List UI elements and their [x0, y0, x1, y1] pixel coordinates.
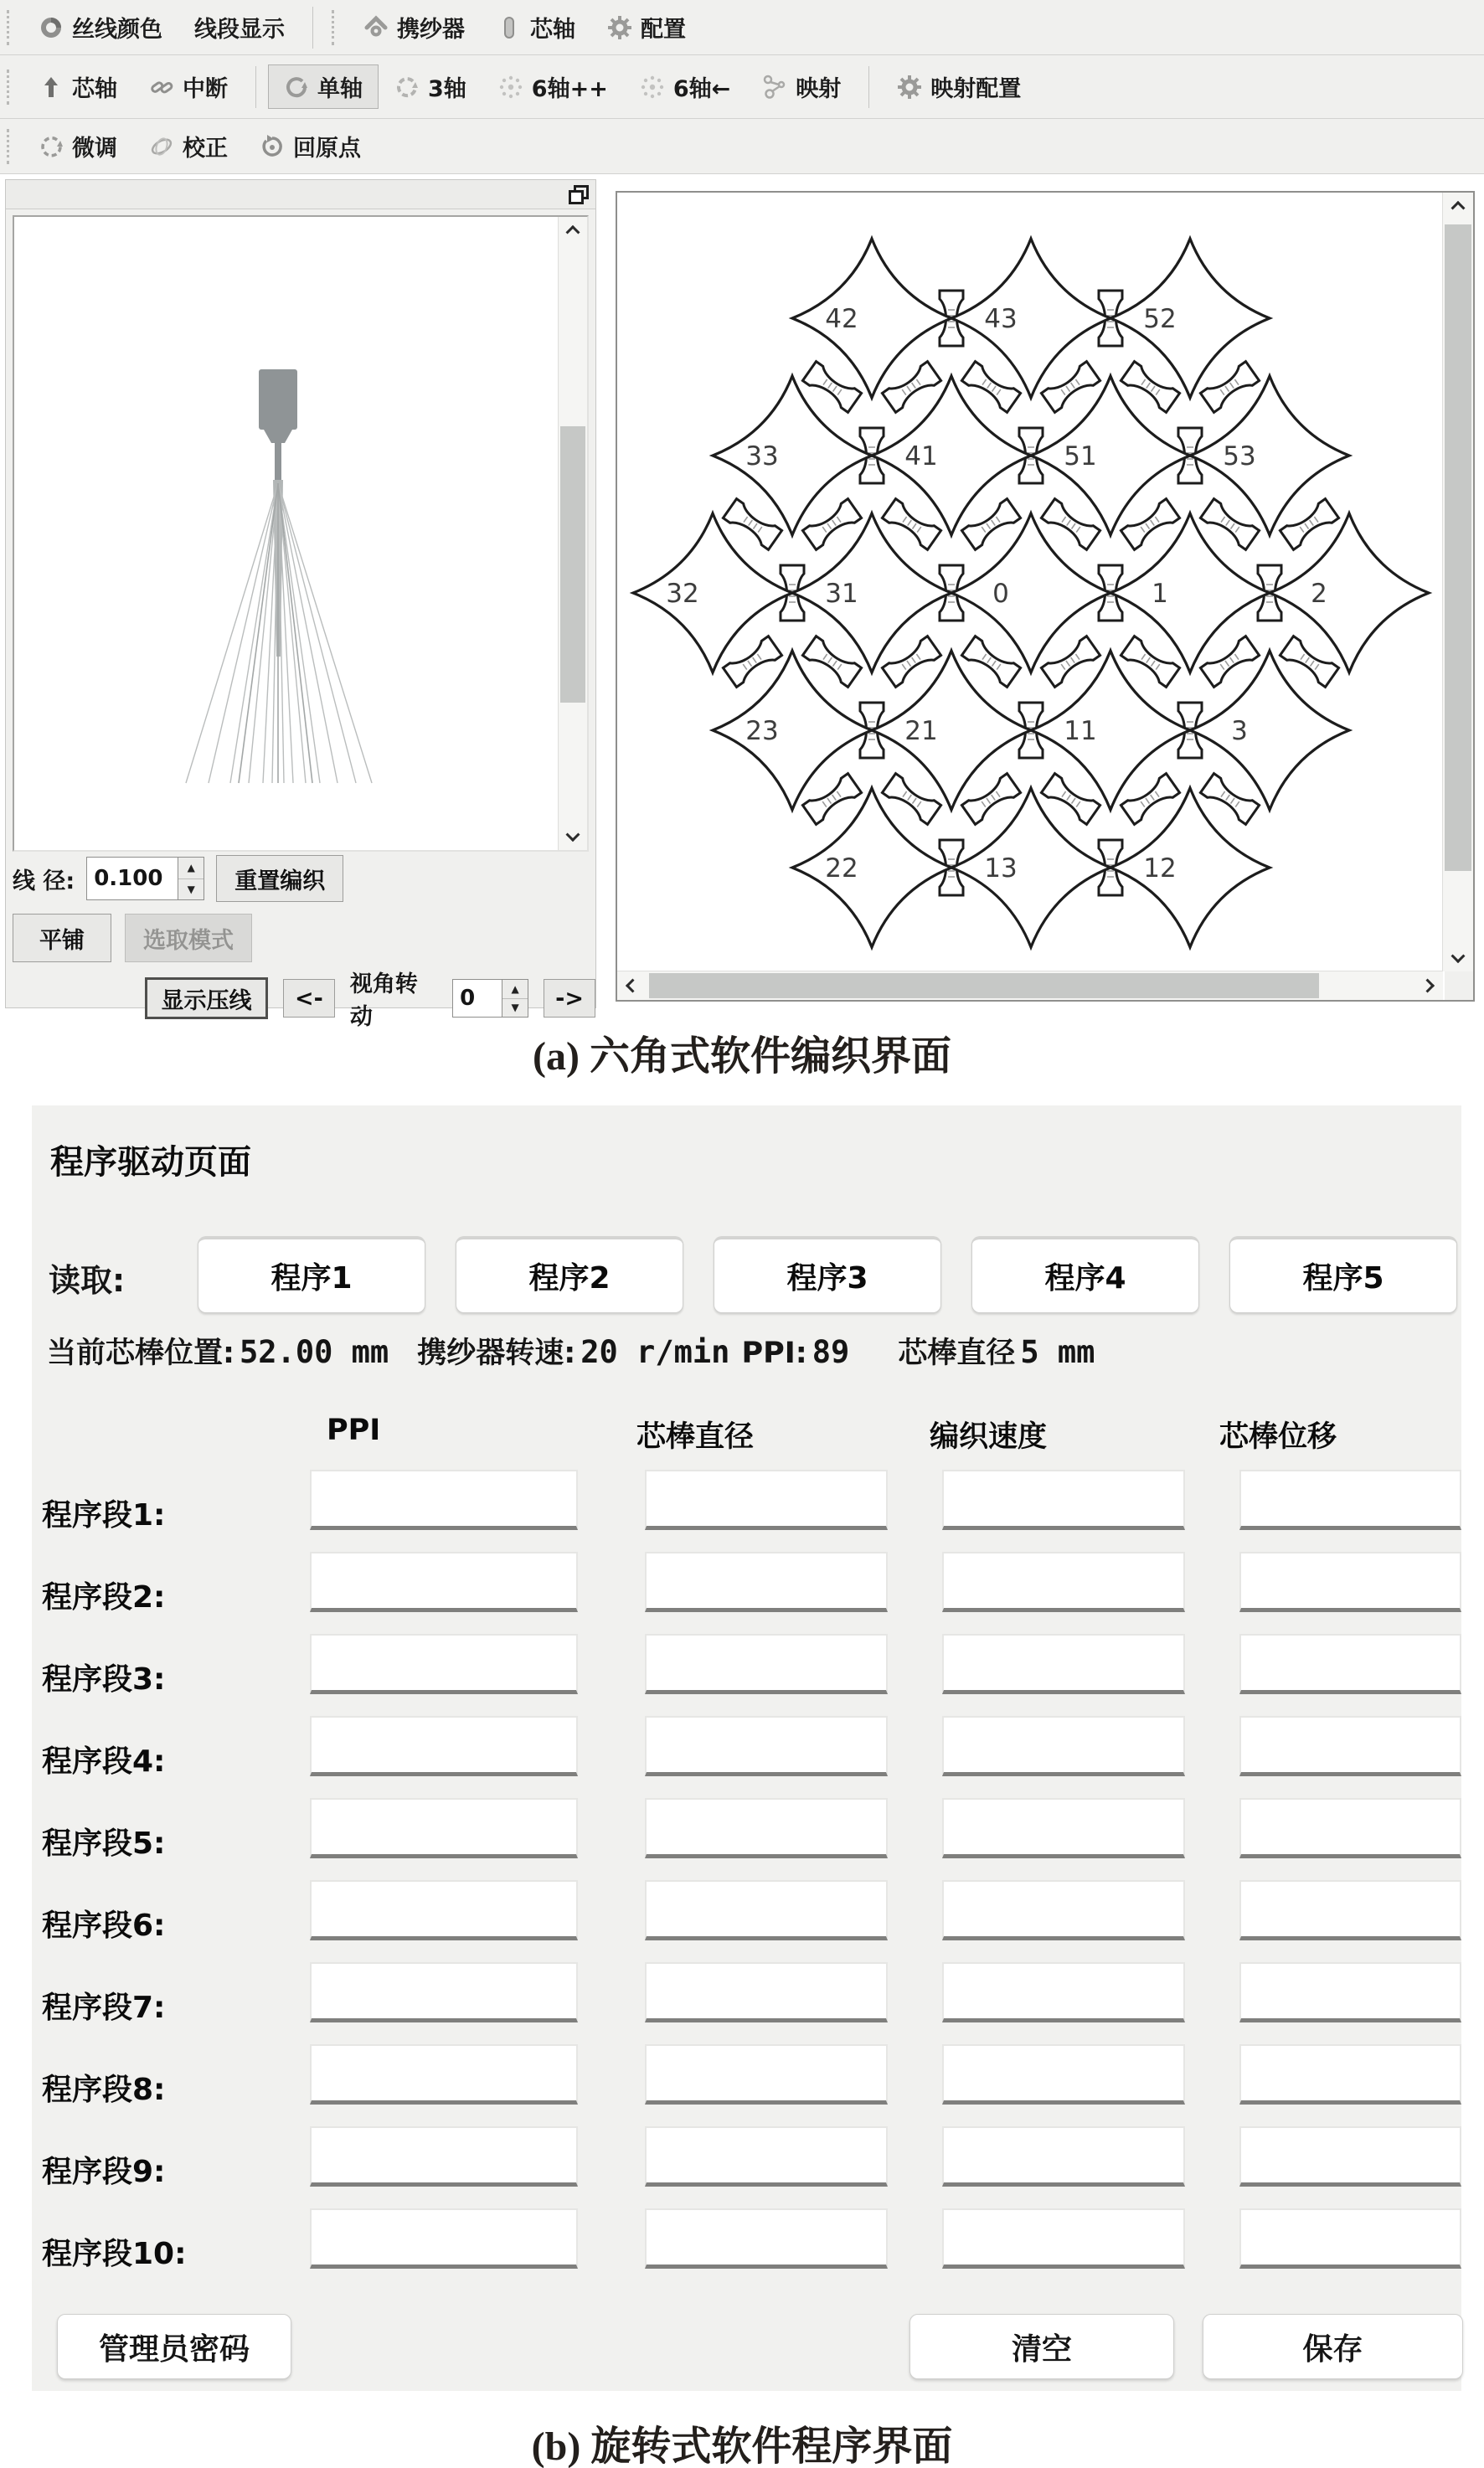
wire-diameter-stepper[interactable]	[86, 857, 204, 900]
single-axis-button[interactable]	[268, 64, 379, 109]
program-row-label: 程序段2:	[42, 1580, 166, 1615]
program-input-r6-c2[interactable]	[645, 1880, 888, 1940]
interrupt-button[interactable]	[133, 64, 244, 109]
interrupt-label: 中断	[183, 76, 228, 102]
view-rotate-row	[145, 966, 595, 1031]
carrier-button[interactable]	[348, 5, 481, 49]
gear-number: 21	[904, 716, 938, 746]
separator	[868, 66, 869, 108]
vertical-scrollbar[interactable]	[1442, 193, 1473, 971]
program-row-label: 程序段9:	[42, 2155, 166, 2189]
status-label: PPI:	[741, 1337, 807, 1370]
mapping-label: 映射	[796, 76, 842, 102]
carrier-bobbin[interactable]	[1200, 636, 1259, 688]
dot-ring-icon	[498, 75, 523, 100]
mandrel-label: 芯轴	[530, 17, 575, 43]
program-button-5[interactable]: 程序5	[1229, 1236, 1457, 1313]
status-value: 89	[812, 1334, 850, 1370]
carrier-bobbin[interactable]	[802, 774, 861, 825]
program-input-r10-c1[interactable]	[310, 2208, 578, 2269]
scrollbar-corner	[1445, 971, 1473, 1000]
scroll-up-button[interactable]	[1443, 193, 1473, 221]
status-label: 携纱器转速:	[417, 1337, 576, 1370]
status-item	[417, 1330, 729, 1372]
toolbar-grip[interactable]	[7, 10, 14, 45]
carrier-bobbin[interactable]	[802, 636, 861, 688]
program-row-1	[32, 1470, 1461, 1552]
program-input-r4-c1[interactable]	[310, 1716, 578, 1776]
program-input-r7-c3[interactable]	[942, 1962, 1185, 2022]
clear-button[interactable]: 清空	[909, 2314, 1174, 2379]
gear-number: 1	[1152, 579, 1168, 609]
hex-machine-panel	[616, 191, 1475, 1002]
program-input-r4-c3[interactable]	[942, 1716, 1185, 1776]
hex-gear-diagram[interactable]	[617, 193, 1445, 971]
rotate-cw-icon	[284, 75, 309, 100]
rotate-left-button[interactable]: <-	[283, 979, 335, 1018]
program-input-r9-c4[interactable]	[1239, 2126, 1461, 2187]
separator	[312, 7, 313, 49]
home-origin-button[interactable]	[244, 124, 377, 168]
view-rotate-stepper[interactable]	[452, 979, 528, 1018]
carrier-bobbin[interactable]	[961, 362, 1020, 413]
three-axis-label: 3轴	[428, 76, 466, 102]
program-input-r2-c4[interactable]	[1239, 1552, 1461, 1612]
dot-ring-icon	[640, 75, 665, 100]
six-axis-left-button[interactable]	[624, 64, 746, 109]
program-input-r1-c4[interactable]	[1239, 1470, 1461, 1530]
braid-threads-drawing	[14, 217, 560, 850]
carrier-bobbin[interactable]	[1280, 499, 1338, 550]
toolbar-row-3	[0, 119, 1484, 174]
status-row	[47, 1330, 1095, 1372]
status-label: 芯棒直径	[898, 1337, 1016, 1370]
program-input-r9-c3[interactable]	[942, 2126, 1185, 2187]
gear-number: 51	[1064, 441, 1097, 471]
program-row-label: 程序段3:	[42, 1662, 166, 1697]
column-header-mandrel-displacement: 芯棒位移	[1219, 1420, 1337, 1454]
program-row-3	[32, 1634, 1461, 1716]
program-row-label: 程序段10:	[42, 2237, 187, 2271]
program-input-r5-c4[interactable]	[1239, 1798, 1461, 1858]
gear-number: 42	[825, 304, 858, 334]
config-button[interactable]	[591, 5, 702, 49]
six-axis-left-label: 6轴←	[672, 76, 731, 102]
status-label: 当前芯棒位置:	[47, 1337, 234, 1370]
panel-title-bar	[6, 180, 595, 209]
mapping-button[interactable]	[746, 64, 857, 109]
home-origin-label: 回原点	[293, 136, 361, 162]
mandrel-button[interactable]	[481, 5, 591, 49]
admin-password-button[interactable]: 管理员密码	[57, 2314, 291, 2379]
fine-tune-label: 微调	[72, 136, 117, 162]
program-row-label: 程序段6:	[42, 1909, 166, 1943]
up-arrow-icon	[39, 75, 64, 100]
program-button-2[interactable]: 程序2	[456, 1236, 683, 1313]
show-press-line-button[interactable]: 显示压线	[145, 977, 268, 1019]
gear-number: 41	[904, 441, 938, 471]
program-input-r9-c2[interactable]	[645, 2126, 888, 2187]
program-row-4	[32, 1716, 1461, 1798]
gear-number: 2	[1311, 579, 1327, 609]
select-mode-button[interactable]: 选取模式	[125, 914, 252, 962]
program-input-r5-c1[interactable]	[310, 1798, 578, 1858]
carrier-bobbin[interactable]	[1200, 499, 1259, 550]
gear-number: 12	[1143, 853, 1177, 884]
carrier-bobbin[interactable]	[961, 499, 1020, 550]
program-input-r7-c2[interactable]	[645, 1962, 888, 2022]
program-row-7	[32, 1962, 1461, 2044]
gear-number: 52	[1143, 304, 1177, 334]
program-input-r2-c3[interactable]	[942, 1552, 1185, 1612]
program-input-r3-c3[interactable]	[942, 1634, 1185, 1694]
save-button[interactable]: 保存	[1203, 2314, 1463, 2379]
carrier-bobbin[interactable]	[802, 499, 861, 550]
program-input-r4-c4[interactable]	[1239, 1716, 1461, 1776]
gear-number: 11	[1064, 716, 1097, 746]
vertical-scrollbar[interactable]	[558, 217, 587, 850]
toolbar-grip[interactable]	[7, 70, 14, 105]
program-input-r10-c2[interactable]	[645, 2208, 888, 2269]
six-axis-pp-label: 6轴++	[531, 76, 608, 102]
program-input-r8-c4[interactable]	[1239, 2044, 1461, 2105]
program-row-9	[32, 2126, 1461, 2208]
program-input-r9-c1[interactable]	[310, 2126, 578, 2187]
page-title: 程序驱动页面	[50, 1143, 251, 1182]
rotate-cw-icon	[394, 75, 420, 100]
six-axis-pp-button[interactable]	[482, 64, 624, 109]
program-input-r5-c2[interactable]	[645, 1798, 888, 1858]
carrier-bobbin[interactable]	[1041, 636, 1100, 688]
toolbar-row-1	[0, 0, 1484, 55]
status-value: 5 mm	[1020, 1334, 1095, 1370]
scroll-down-button[interactable]	[1443, 943, 1473, 971]
program-input-r7-c1[interactable]	[310, 1962, 578, 2022]
wire-diameter-label: 线 径:	[13, 868, 75, 894]
program-input-r1-c3[interactable]	[942, 1470, 1185, 1530]
wire-diameter-row	[13, 855, 343, 902]
program-input-r2-c2[interactable]	[645, 1552, 888, 1612]
status-item	[47, 1330, 389, 1372]
program-input-r8-c1[interactable]	[310, 2044, 578, 2105]
status-item	[741, 1334, 849, 1370]
carrier-bobbin[interactable]	[1200, 362, 1259, 413]
column-header-mandrel-diameter: 芯棒直径	[636, 1420, 755, 1454]
program-row-5	[32, 1798, 1461, 1880]
ring-icon	[39, 15, 64, 40]
silk-color-label: 丝线颜色	[72, 17, 162, 43]
program-input-r3-c2[interactable]	[645, 1634, 888, 1694]
spin-up-icon[interactable]: ▲	[178, 858, 204, 879]
program-input-r8-c3[interactable]	[942, 2044, 1185, 2105]
carrier-bobbin[interactable]	[882, 362, 940, 413]
program-row-label: 程序段8:	[42, 2073, 166, 2107]
program-input-r2-c1[interactable]	[310, 1552, 578, 1612]
toolbar-row-2	[0, 55, 1484, 119]
segment-display-label: 线段显示	[194, 17, 285, 43]
mapping-config-label: 映射配置	[930, 76, 1022, 102]
braid-view-panel	[5, 179, 596, 1030]
return-origin-icon	[260, 134, 285, 159]
program-row-label: 程序段5:	[42, 1827, 166, 1861]
program-row-6	[32, 1880, 1461, 1962]
program-row-8	[32, 2044, 1461, 2126]
program-input-r3-c4[interactable]	[1239, 1634, 1461, 1694]
carrier-bobbin[interactable]	[961, 774, 1020, 825]
program-input-r1-c1[interactable]	[310, 1470, 578, 1530]
carrier-bobbin[interactable]	[1121, 362, 1179, 413]
program-row-10	[32, 2208, 1461, 2290]
carrier-bobbin[interactable]	[1121, 774, 1179, 825]
program-row-label: 程序段1:	[42, 1498, 166, 1533]
gear-number: 32	[666, 579, 699, 609]
carrier-bobbin[interactable]	[1280, 636, 1338, 688]
column-header-ppi: PPI	[327, 1414, 381, 1447]
carrier-bobbin[interactable]	[1041, 774, 1100, 825]
reset-braid-button[interactable]: 重置编织	[216, 855, 343, 902]
scrollbar-thumb[interactable]	[649, 973, 1319, 998]
carrier-bobbin[interactable]	[802, 362, 861, 413]
scrollbar-thumb[interactable]	[1445, 224, 1471, 871]
toolbar-grip[interactable]	[332, 10, 339, 45]
program-row-label: 程序段7:	[42, 1991, 166, 2025]
calibrate-button[interactable]	[133, 124, 244, 168]
silk-color-button[interactable]	[23, 5, 178, 49]
gear-number: 33	[745, 441, 779, 471]
tile-button[interactable]: 平铺	[13, 914, 111, 962]
carrier-bobbin[interactable]	[1200, 774, 1259, 825]
scrollbar-thumb[interactable]	[560, 426, 585, 703]
carrier-bobbin[interactable]	[1121, 499, 1179, 550]
share-network-icon	[762, 75, 787, 100]
link-icon	[149, 75, 174, 100]
gear-number: 3	[1231, 716, 1248, 746]
gear-icon	[607, 15, 632, 40]
program-input-r10-c4[interactable]	[1239, 2208, 1461, 2269]
carrier-home-icon	[363, 15, 389, 40]
carrier-bobbin[interactable]	[1121, 636, 1179, 688]
program-input-r8-c2[interactable]	[645, 2044, 888, 2105]
status-value: 20 r/min	[580, 1334, 730, 1370]
three-axis-button[interactable]	[379, 64, 482, 109]
horizontal-scrollbar[interactable]	[617, 971, 1443, 1000]
program-buttons-row	[198, 1236, 1457, 1313]
carrier-label: 携纱器	[397, 17, 465, 43]
carrier-bobbin[interactable]	[961, 636, 1020, 688]
gear-number: 23	[745, 716, 779, 746]
carrier-bobbin[interactable]	[882, 774, 940, 825]
program-drive-page	[32, 1105, 1461, 2391]
program-button-1[interactable]: 程序1	[198, 1236, 425, 1313]
program-input-r5-c3[interactable]	[942, 1798, 1185, 1858]
program-input-r7-c4[interactable]	[1239, 1962, 1461, 2022]
carrier-bobbin[interactable]	[1041, 362, 1100, 413]
carrier-bobbin[interactable]	[882, 499, 940, 550]
spin-up-icon[interactable]: ▲	[502, 980, 528, 999]
carrier-bobbin[interactable]	[1041, 499, 1100, 550]
toolbar-grip[interactable]	[7, 129, 14, 164]
gear-number: 22	[825, 853, 858, 884]
scroll-right-button[interactable]	[1414, 971, 1443, 1000]
program-row-2	[32, 1552, 1461, 1634]
view-rotate-label: 视角转动	[349, 971, 418, 1030]
mandrel-axis-label: 芯轴	[72, 76, 117, 102]
scroll-left-button[interactable]	[617, 971, 646, 1000]
program-input-r1-c2[interactable]	[645, 1470, 888, 1530]
scroll-up-button[interactable]	[559, 217, 587, 245]
program-input-r4-c2[interactable]	[645, 1716, 888, 1776]
program-input-r3-c1[interactable]	[310, 1634, 578, 1694]
view-rotate-value[interactable]: 0	[452, 979, 502, 1018]
carrier-bobbin[interactable]	[882, 636, 940, 688]
program-input-r6-c4[interactable]	[1239, 1880, 1461, 1940]
separator	[255, 66, 256, 108]
carrier-bobbin[interactable]	[723, 636, 781, 688]
column-header-braid-speed: 编织速度	[930, 1420, 1048, 1454]
read-label: 读取:	[49, 1262, 126, 1299]
single-axis-label: 单轴	[317, 76, 363, 102]
program-button-3[interactable]: 程序3	[714, 1236, 941, 1313]
float-panel-icon[interactable]	[569, 185, 587, 202]
config-label: 配置	[641, 17, 686, 43]
spin-down-icon[interactable]: ▼	[178, 879, 204, 900]
mandrel-axis-button[interactable]	[23, 64, 133, 109]
gear-number: 53	[1223, 441, 1256, 471]
orbit-icon	[149, 134, 174, 159]
program-row-label: 程序段4:	[42, 1744, 166, 1779]
gear-icon	[897, 75, 922, 100]
program-button-4[interactable]: 程序4	[971, 1236, 1199, 1313]
status-item	[898, 1330, 1095, 1372]
mapping-config-button[interactable]	[881, 64, 1037, 109]
segment-display-button[interactable]	[178, 5, 301, 49]
rotate-right-button[interactable]: ->	[544, 979, 595, 1018]
fine-tune-button[interactable]	[23, 124, 133, 168]
gear-number: 43	[984, 304, 1018, 334]
calibrate-label: 校正	[183, 136, 228, 162]
braid-canvas[interactable]	[13, 215, 589, 852]
gear-number: 0	[992, 579, 1009, 609]
caption-a: (a) 六角式软件编织界面	[533, 1034, 951, 1079]
program-input-r10-c3[interactable]	[942, 2208, 1185, 2269]
program-input-r6-c1[interactable]	[310, 1880, 578, 1940]
spool-icon	[497, 15, 522, 40]
program-input-r6-c3[interactable]	[942, 1880, 1185, 1940]
scroll-down-button[interactable]	[559, 822, 587, 850]
status-value: 52.00 mm	[240, 1334, 389, 1370]
spin-down-icon[interactable]: ▼	[502, 999, 528, 1018]
mode-row	[13, 914, 252, 962]
gear-number: 13	[984, 853, 1018, 884]
carrier-bobbin[interactable]	[723, 499, 781, 550]
rotate-dashed-icon	[39, 134, 64, 159]
wire-diameter-value[interactable]: 0.100	[86, 857, 178, 900]
caption-b: (b) 旋转式软件程序界面	[531, 2424, 953, 2468]
gear-number: 31	[825, 579, 858, 609]
